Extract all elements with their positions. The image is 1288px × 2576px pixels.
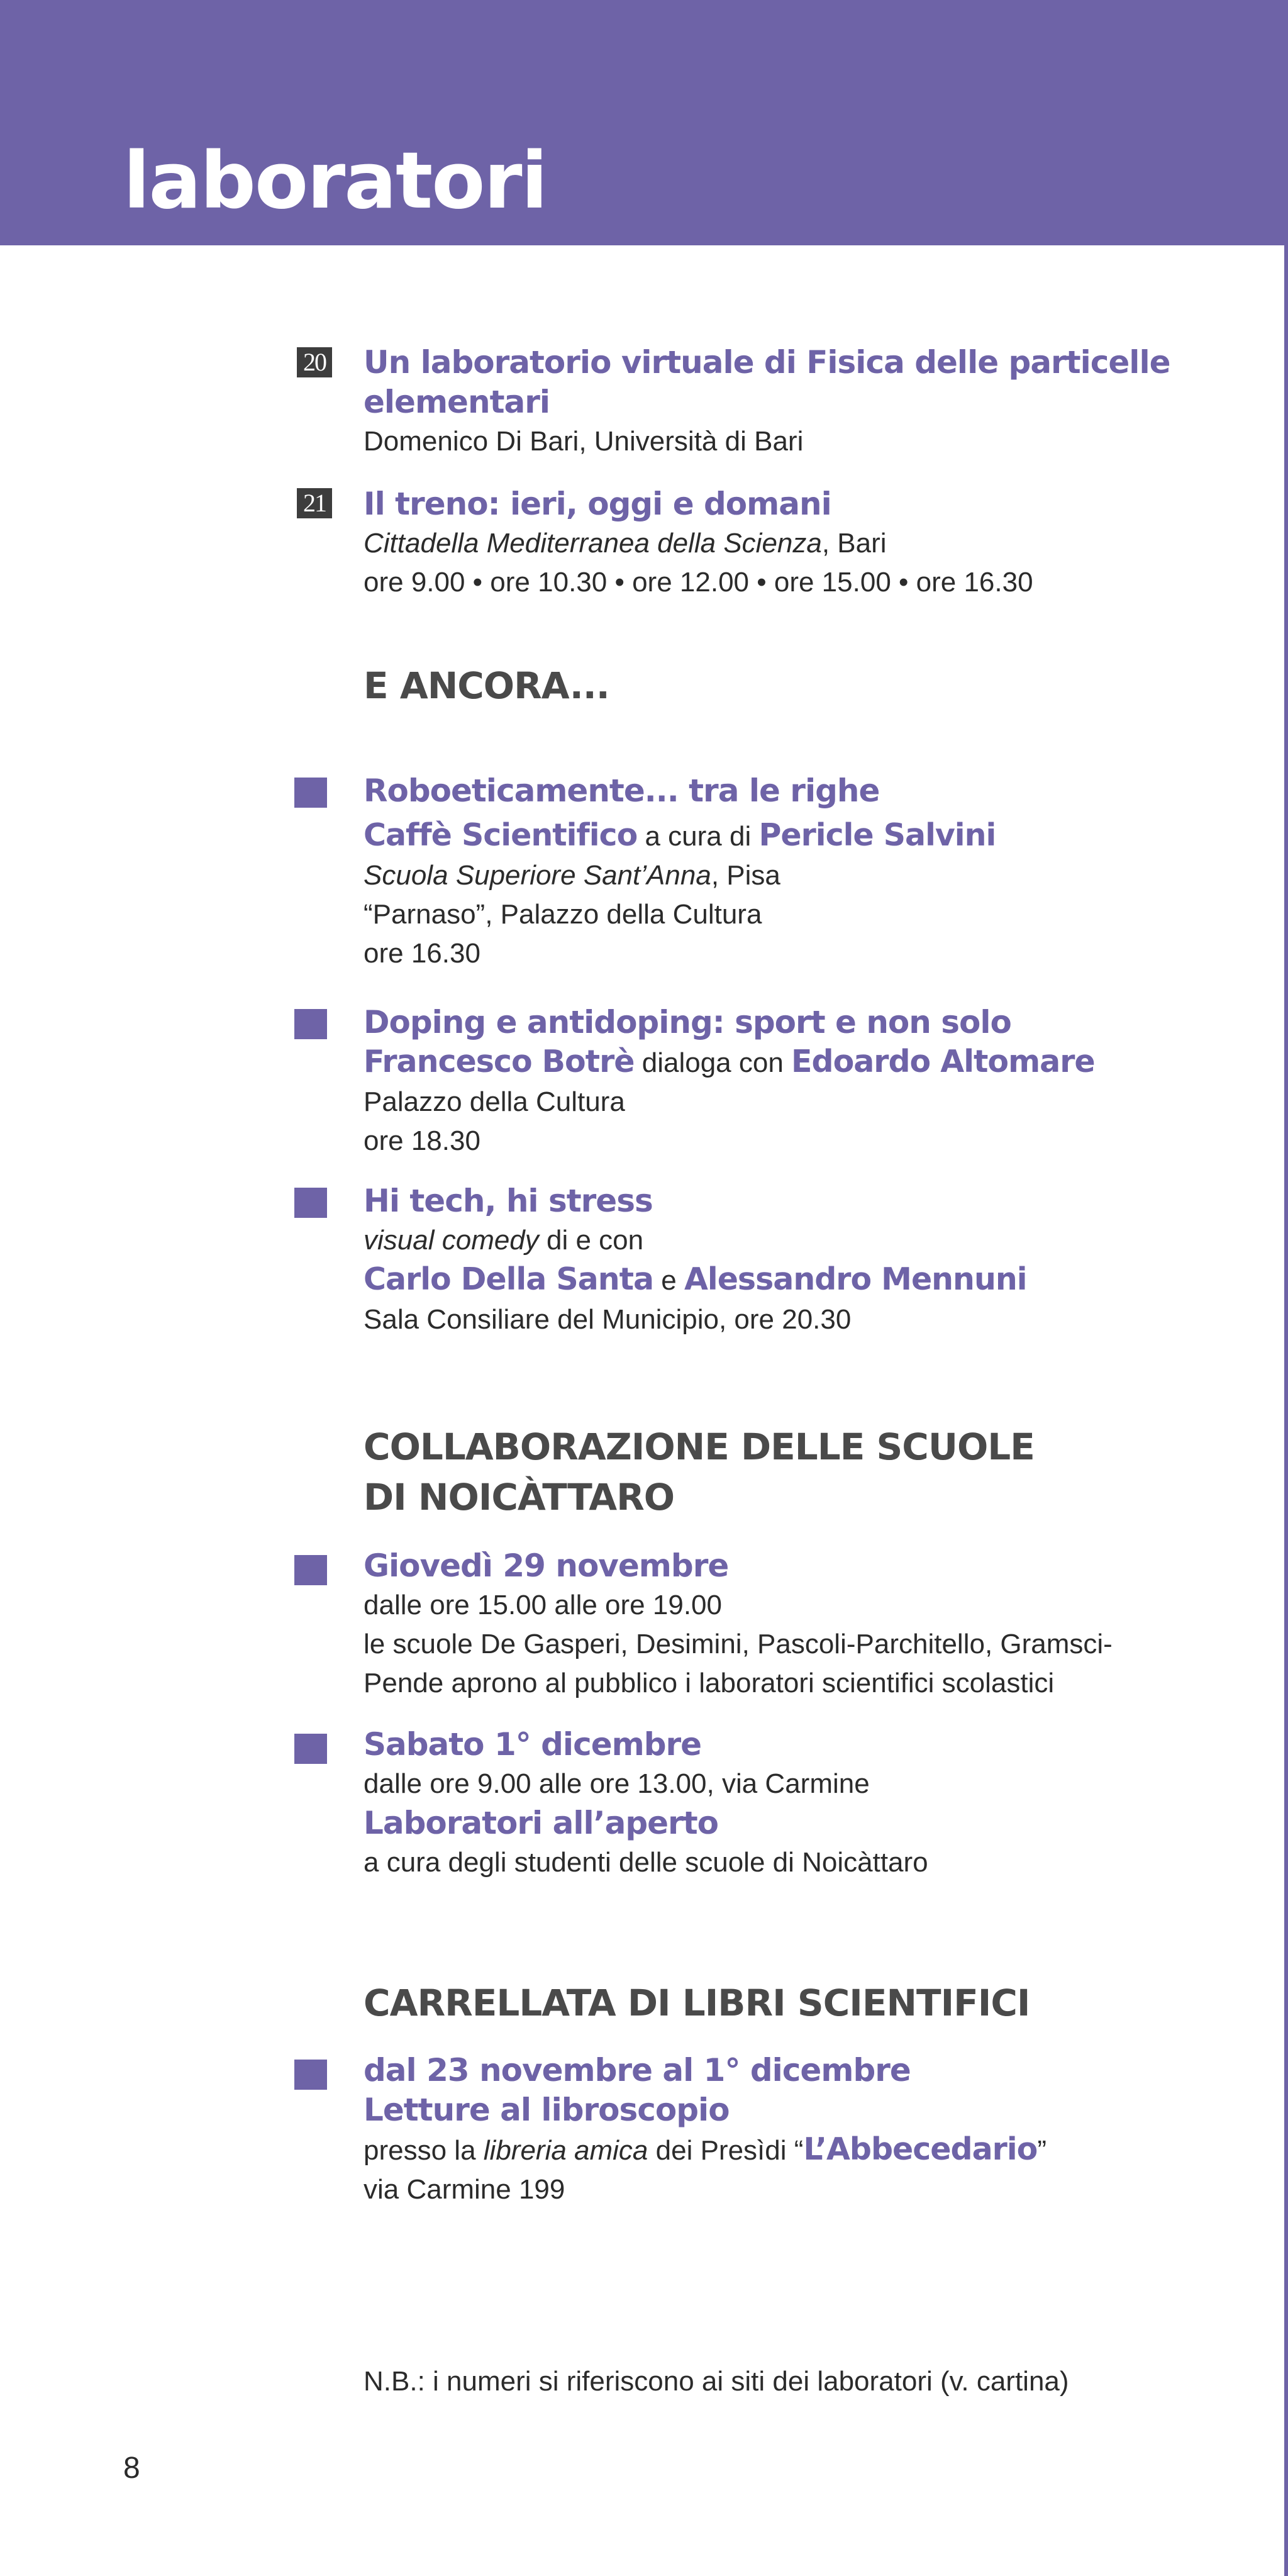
event-title: Giovedì 29 novembre — [364, 1547, 729, 1584]
event-entry — [364, 771, 1200, 973]
event-connector: dialoga con — [634, 1047, 792, 1078]
event-entry — [364, 1003, 1200, 1161]
event-title: Letture al libroscopio — [364, 2092, 730, 2128]
event-location — [364, 2130, 1200, 2170]
lab-venue-city: , Bari — [821, 528, 887, 559]
event-title: Sabato 1° dicembre — [364, 1726, 702, 1763]
bookshop-name: L’Abbecedario — [803, 2131, 1038, 2167]
institution-name: Scuola Superiore Sant’Anna — [364, 860, 711, 891]
bullet-square — [294, 1734, 327, 1764]
event-connector: e — [653, 1265, 684, 1296]
event-entry — [364, 1546, 1200, 1703]
event-person: Francesco Botrè — [364, 1044, 635, 1079]
lab-venue — [364, 524, 1200, 563]
bullet-square — [294, 1555, 327, 1585]
lab-number-badge: 20 — [297, 347, 332, 377]
page-number: 8 — [123, 2451, 140, 2485]
lab-detail: Domenico Di Bari, Università di Bari — [364, 426, 804, 457]
event-place: “Parnaso”, Palazzo della Cultura — [364, 899, 762, 930]
bullet-square — [294, 1009, 327, 1039]
location-italic: libreria amica — [483, 2135, 648, 2166]
page-title: laboratori — [123, 136, 547, 226]
section-heading-line: DI NOICÀTTARO — [364, 1476, 675, 1519]
lab-venue-name: Cittadella Mediterranea della Scienza — [364, 528, 822, 559]
event-title: Hi tech, hi stress — [364, 1183, 653, 1219]
location-mid: dei Presìdi “ — [648, 2135, 804, 2166]
event-entry — [364, 1725, 1200, 1882]
lab-number-badge: 21 — [297, 488, 332, 518]
section-heading-scuole — [364, 1422, 1035, 1522]
event-time: dalle ore 15.00 alle ore 19.00 — [364, 1590, 722, 1620]
event-subtitle: Laboratori all’aperto — [364, 1805, 718, 1841]
event-title: dal 23 novembre al 1° dicembre — [364, 2052, 911, 2088]
event-description: Pende aprono al pubblico i laboratori scientifici scolastici — [364, 1668, 1055, 1698]
section-heading-libri: CARRELLATA DI LIBRI SCIENTIFICI — [364, 1982, 1030, 2024]
section-heading-ancora: E ANCORA... — [364, 664, 609, 707]
event-description: le scuole De Gasperi, Desimini, Pascoli-Parchitello, Gramsci- — [364, 1629, 1113, 1659]
lab-title: Il treno: ieri, oggi e domani — [364, 486, 831, 522]
location-post: ” — [1037, 2135, 1046, 2166]
event-description — [364, 1221, 1200, 1260]
event-genre: visual comedy — [364, 1225, 539, 1256]
footnote: N.B.: i numeri si riferiscono ai siti dei laboratori (v. cartina) — [364, 2366, 1069, 2397]
event-connector: a cura di — [637, 821, 759, 852]
event-place: Sala Consiliare del Municipio, ore 20.30 — [364, 1304, 852, 1335]
event-time: dalle ore 9.00 alle ore 13.00, via Carmine — [364, 1768, 870, 1799]
event-type: Caffè Scientifico — [364, 817, 638, 853]
event-title: Doping e antidoping: sport e non solo — [364, 1004, 1011, 1040]
bullet-square — [294, 1188, 327, 1218]
lab-times: ore 9.00 • ore 10.30 • ore 12.00 • ore 15.00 • ore 16.30 — [364, 567, 1033, 598]
event-place: Palazzo della Cultura — [364, 1086, 625, 1117]
lab-entry — [364, 343, 1200, 461]
lab-title: elementari — [364, 384, 550, 420]
lab-title: Un laboratorio virtuale di Fisica delle particelle — [364, 344, 1170, 381]
section-heading-line: COLLABORAZIONE DELLE SCUOLE — [364, 1425, 1035, 1468]
header-gutter — [1284, 245, 1288, 2576]
event-address: via Carmine 199 — [364, 2174, 565, 2205]
event-time: ore 16.30 — [364, 938, 480, 969]
event-person: Carlo Della Santa — [364, 1261, 654, 1297]
event-subtitle — [364, 1042, 1200, 1083]
event-subtitle — [364, 1260, 1200, 1300]
event-person: Alessandro Mennuni — [684, 1261, 1027, 1297]
event-entry — [364, 2051, 1200, 2209]
lab-entry — [364, 484, 1200, 602]
event-title: Roboeticamente... tra le righe — [364, 772, 880, 809]
event-genre-rest: di e con — [538, 1225, 644, 1256]
event-subtitle — [364, 816, 1200, 856]
bullet-square — [294, 2060, 327, 2090]
event-institution — [364, 856, 1200, 895]
event-person: Pericle Salvini — [758, 817, 996, 853]
institution-city: , Pisa — [711, 860, 780, 891]
location-pre: presso la — [364, 2135, 484, 2166]
event-description: a cura degli studenti delle scuole di Noicàttaro — [364, 1847, 928, 1878]
event-entry — [364, 1181, 1200, 1339]
event-time: ore 18.30 — [364, 1125, 480, 1156]
bullet-square — [294, 778, 327, 808]
event-person: Edoardo Altomare — [791, 1044, 1095, 1079]
